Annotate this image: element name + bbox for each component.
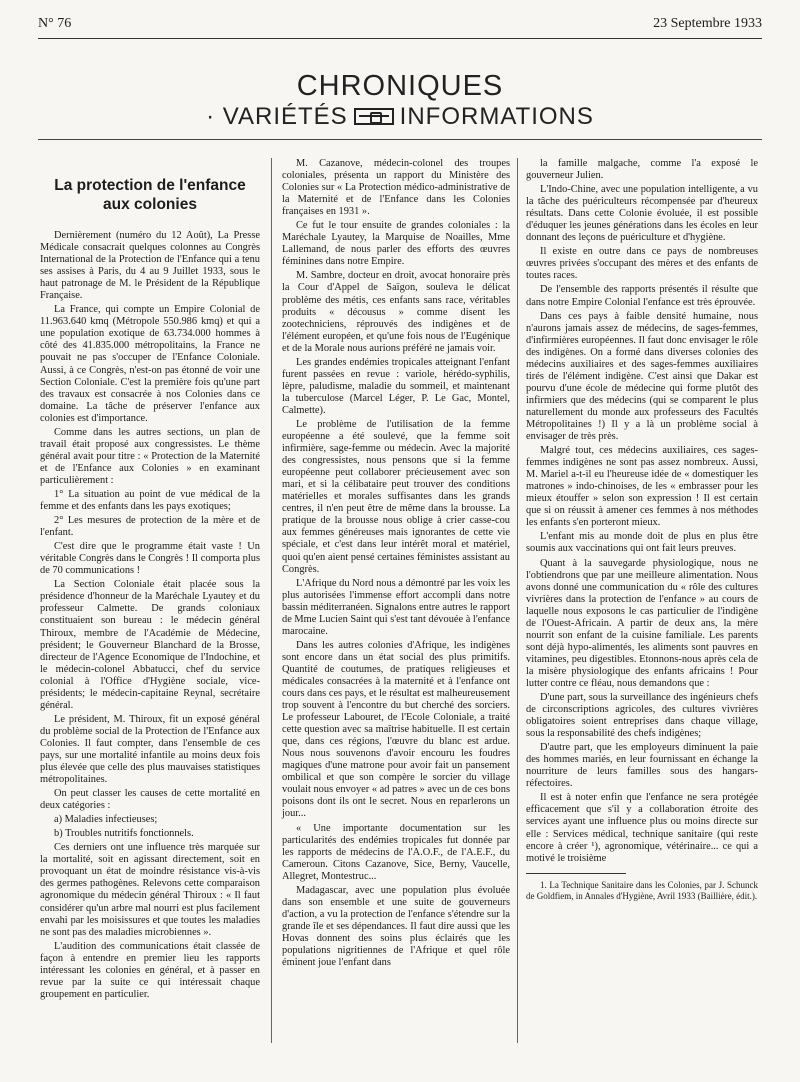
section-subtitle-left: · VARIÉTÉS [206, 103, 348, 130]
issue-date: 23 Septembre 1933 [653, 16, 762, 31]
paragraph: Le président, M. Thiroux, fit un exposé général du problème social de la Protection de l'Enfance aux Colonies. Il faut compter, dans l'ensemble de ces pays, sur une mortalité infantile au moins deux fois plus élevée que celle des plus mauvaises statistiques métropolitaines. [40, 713, 260, 786]
column-3-text [526, 158, 758, 865]
section-rule [38, 139, 762, 140]
paragraph: On peut classer les causes de cette mortalité en deux catégories : [40, 788, 260, 812]
article-title: La protection de l'enfance aux colonies [54, 177, 246, 213]
paragraph: la famille malgache, comme l'a exposé le gouverneur Julien. [526, 158, 758, 182]
paragraph: La Section Coloniale était placée sous la présidence d'honneur de la Maréchale Lyautey et du professeur Calmette. De grands coloniaux constituaient son bureau : le médecin général Thiroux, membre de l'Académie de Médecine, président; le Gouverneur Blanchard de la Brosse, directeur de l'Agence Economique de l'Indochine, et le médecin-colonel Abbatucci, chef du service colonial à l'Office d'Hygiène sociale, vice-présidents; le médecin-capitaine Reynal, secrétaire général. [40, 579, 260, 711]
column-2-text [282, 158, 510, 969]
paragraph: Les grandes endémies tropicales atteignant l'enfant furent passées en revue : variole, hérédo-syphilis, lèpre, paludisme, maladie du sommeil, et maintenant la tuberculose (Marcel Léger, P. Le Gac, Montel, Calmette). [282, 356, 510, 416]
paragraph: M. Cazanove, médecin-colonel des troupes coloniales, présenta un rapport du Ministère des Colonies sur « La Protection médico-administrative de la Maternité et de l'Enfance dans les Colonies françaises en 1931 ». [282, 158, 510, 218]
paragraph: Malgré tout, ces médecins auxiliaires, ces sages-femmes indigènes ne sont pas assez nombreux. Aussi, M. Mariel a-t-il eu l'heureuse idée de « domestiquer les matrones » indo-chinoises, de les « embrasser pour les mieux étouffer » selon son expression ! Il est certain que si on réussit à amener ces femmes à nos méthodes les enfants s'en porteront mieux. [526, 445, 758, 529]
paragraph: C'est dire que le programme était vaste ! Un véritable Congrès dans le Congrès ! Il comporta plus de 70 communications ! [40, 541, 260, 577]
section-title: CHRONIQUES [296, 70, 504, 102]
paragraph: Dernièrement (numéro du 12 Août), La Presse Médicale consacrait quelques colonnes au Congrès International de la Protection de l'Enfance qui a tenu ses assises à Paris, du 4 au 9 Juillet 1933, sous le haut patronage de M. le Président de la République Française. [40, 230, 260, 302]
paragraph: Ces derniers ont une influence très marquée sur la mortalité, soit en agissant directement, soit en provoquant un état de moindre résistance vis-à-vis des germes pathogènes. Relevons cette comparaison agronomique du médecin général Thiroux : « Il faut considérer qu'un arbre mal nourri est plus facilement envahi par les moisissures et que toutes les maladies ne sont pas des maladies microbiennes ». [40, 842, 260, 938]
header-rule [38, 38, 762, 39]
paragraph: M. Sambre, docteur en droit, avocat honoraire près la Cour d'Appel de Saïgon, souleva le délicat problème des métis, ces enfants sans race, véritables produits « décousus » comme disent les zootechniciens, réprouvés des indigènes et de l'élément européen, et qu'une fois nous de l'Eugénique et de la Morale nous aurions préféré ne jamais voir. [282, 270, 510, 354]
paragraph: b) Troubles nutritifs fonctionnels. [54, 828, 194, 840]
paragraph: Ce fut le tour ensuite de grandes coloniales : la Maréchale Lyautey, la Marquise de Noailles, Mme Lallemand, de nous parler des efforts des œuvres féminines dans notre Empire. [282, 220, 510, 268]
footnote: 1. La Technique Sanitaire dans les Colonies, par J. Schunck de Goldfiem, in Annales d'Hygiène, Avril 1933 (Baillière, édit.). [526, 879, 758, 901]
paragraph: La France, qui compte un Empire Colonial de 11.963.640 kmq (Métropole 550.986 kmq) et qui a une population exotique de 63.734.000 hommes à côté des 41.835.000 métropolitains, la France ne pouvait ne pas s'occuper de l'Enfance Coloniale. Aussi, à ce Congrès, n'est-on pas étonné de voir une Section Coloniale. C'est la première fois qu'une part des travaux est consacrée à nos Colonies dans ce domaine. La tâche de préserver l'enfance aux colonies est d'importance. [40, 304, 260, 424]
paragraph: Madagascar, avec une population plus évoluée dans son ensemble et une suite de gouverneurs d'action, a vu la protection de l'enfance s'étendre sur la grande île et ses dépendances. Il faut dire aussi que les Hovas donnent des soins plus éclairés que les populations nigritiennes de l'Afrique et quel rôle éminent joue l'enfant dans [282, 884, 510, 969]
paragraph: 1° La situation au point de vue médical de la femme et des enfants dans les pays exotiques; [40, 488, 260, 513]
column-divider [517, 158, 518, 1043]
paragraph: Comme dans les autres sections, un plan de travail était proposé aux congressistes. Le thème général avait pour titre : « Protection de la Maternité et de l'Enfance aux Colonies » en examinant particulièrement : [40, 426, 260, 486]
paragraph: Dans les autres colonies d'Afrique, les indigènes sont encore dans un état social des plus primitifs. Quantité de coutumes, de pratiques religieuses et médicales consacrées à la maternité et à l'enfance ont cours dans ces pays, et le résultat est malheureusement trop souvent à l'encontre du but cherché des sorciers. Le professeur Labouret, de l'Ecole Coloniale, a traité cette question avec sa maîtrise habituelle. Il est certain que, dans ces régions, l'œuvre du blanc est ardue. Nous nous souvenons d'avoir encouru les foudres magiques d'une matrone pour avoir fait un pansement ombilical et que son compère le sorcier du village voulait nous envoyer « ad patres » avec un de ces bons poisons dont ils ont le secret. Nous en reparlerons un jour... [282, 639, 510, 820]
paragraph: De l'ensemble des rapports présentés il résulte que dans notre Empire Colonial l'enfance est très éprouvée. [526, 284, 758, 308]
paragraph: Il existe en outre dans ce pays de nombreuses œuvres privées s'occupant des mères et des enfants de toutes races. [526, 246, 758, 282]
paragraph: 2° Les mesures de protection de la mère et de l'enfant. [40, 515, 260, 539]
column-1-text [40, 230, 260, 1001]
paragraph: L'audition des communications était classée de façon à entendre en premier lieu les rapports intéressant les colonies en général, et à passer en revue par la suite ce qui intéressait chaque groupement en particulier. [40, 940, 260, 1000]
ornament-icon [354, 108, 394, 125]
paragraph: Quant à la sauvegarde physiologique, nous ne l'obtiendrons que par une meilleure alimentation. Nous avons donné une communication du « rôle des cultures vivrières dans la protection de l'enfance » au cours de laquelle nous exposons le cas particulier de l'indigène de l'Ouest-Africain. A partir de deux ans, la mère nourrit son enfant de la cuisine familiale. Les parents sont déjà hypo-alimentés, les aliments sont pauvres en vitamines, peu digestibles. Etonnons-nous après cela de la misère physiologique des enfants africains ! Pour lutter contre ce fléau, nous demandons que : [526, 557, 758, 689]
paragraph: D'une part, sous la surveillance des ingénieurs chefs de circonscriptions agricoles, des cultures vivrières obligatoires soient entreprises dans chaque village, sous la responsabilité des chefs indigènes; [526, 692, 758, 740]
section-subtitle-right: INFORMATIONS [399, 103, 594, 130]
column-2 [282, 158, 510, 971]
paragraph: Dans ces pays à faible densité humaine, nous n'aurons jamais assez de médecins, de sages-femmes, d'infirmières européennes. Il faut donc envisager le rôle des indigènes. On a formé dans diverses colonies des médecins auxiliaires et des sages-femmes auxiliaires tirés de l'élément indigène. C'est ainsi que Dakar est pourvu d'une école de médecine qui forme plutôt des infirmiers que des médecins (qui se comparent le plus naturellement du monde aux professeurs des Facultés Métropolitaines !) Il y a là un problème social à envisager de très près. [526, 310, 758, 443]
paragraph: D'autre part, que les employeurs diminuent la paie des hommes mariés, en leur fournissant en échange la nourriture de leurs familles sous des hangars-réfectoires. [526, 742, 758, 790]
paragraph: « Une importante documentation sur les particularités des endémies tropicales fut donnée par les rapports de médecins de l'A.O.F., de l'A.E.F., du Cameroun. Citons Cazanove, Sice, Berny, Vaucelle, Allegret, Montestruc... [282, 822, 510, 882]
column-1 [40, 158, 260, 1003]
issue-number: N° 76 [38, 16, 72, 31]
paragraph: Il est à noter enfin que l'enfance ne sera protégée efficacement que s'il y a collaboration étroite des services ayant une influence plus ou moins directe sur elle : Services médical, technique sanitaire (qui reste encore à créer ¹), agronomique, vétérinaire... ce qui a motivé le troisième [526, 792, 758, 864]
column-3 [526, 158, 758, 904]
footnote-rule [526, 873, 626, 874]
section-subtitle [0, 103, 800, 131]
paragraph: L'enfant mis au monde doit de plus en plus être soumis aux vaccinations qui ont fait leurs preuves. [526, 531, 758, 555]
column-divider [271, 158, 272, 1043]
paragraph: L'Indo-Chine, avec une population intelligente, a vu la tâche des puériculteurs récompensée par d'heureux résultats. Dans cette Colonie évoluée, il est possible d'éduquer les jeunes générations dans les écoles en leur donnant des leçons de puériculture et d'hygiène. [526, 184, 758, 244]
paragraph: a) Maladies infectieuses; [54, 814, 158, 826]
paragraph: L'Afrique du Nord nous a démontré par les voix les plus autorisées l'immense effort accompli dans notre bassin méditerranéen. Signalons entre autres le rapport de Mme Lucien Saint qui s'est tant dévouée à l'enfance marocaine. [282, 577, 510, 637]
paragraph: Le problème de l'utilisation de la femme européenne a été soulevé, que la femme soit infirmière, sage-femme ou médecin. Avec la majorité des congressistes, nous pensons que si la femme européenne peut collaborer précieusement avec son mari, et si la célibataire peut trouver des conditions matérielles et morales suffisantes dans les grands centres, il n'en peut être de même dans la brousse. La pratique de la brousse nous oblige à crier casse-cou aux femmes généreuses mais ignorantes de cette vie spéciale, et c'est dans leur intérêt moral et matériel, quoi qu'en aient pensé certaines féministes assistant au Congrès. [282, 418, 510, 575]
